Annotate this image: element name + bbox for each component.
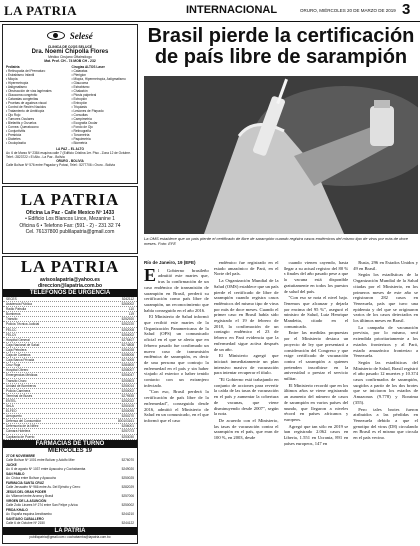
article-paragraph: Entre las medidas propuestas por el Ministerio destaca un proyecto de ley que presentará a consideración del Congreso y que exige certificado de vacunación contra el sarampión a quienes pretenden inscribirse en la universidad o prestar el servicio militar. (283, 330, 349, 382)
pharmacy-name: FRIDA KHALO (6, 507, 28, 512)
patria-building: • Edificio Los Blancos Lince, Mezanine 1 (25, 216, 115, 223)
service-item: • Ojo Rojo (6, 112, 21, 117)
section-title: INTERNACIONAL (186, 4, 278, 16)
article-paragraph: La Organización Mundial de la Salud (OMS) establece que un país pierde el certificado de libre de sarampión cuando registra casos endémicos del mismo tipo de virus por más de doce meses. Cuando el primer caso en Brasil había sido registrado el 19 de febrero de 2018, la confirmación de un contagio endémico el 23 de febrero en Pará evidencia que la enfermedad sigue activa después de un año. (213, 278, 279, 352)
phone-label: Caja Petrolera (6, 347, 27, 352)
phone-label: Caja Banca Privada (6, 358, 35, 363)
article-paragraph: Pero tales brotes fueron atribuidos a las pérdidas en Venezuela debido a que el genotipo del virus (D8) circulando en Brasil es el mismo que circula en el país vecino. (353, 406, 418, 441)
article-column-2 (214, 260, 279, 544)
article-paragraph: "Con eso se nota el nivel bajo. Tenemos que alcanzar y dejarla por encima del 95 %", aseguró el ministro de Salud, Luiz Henrique Mandetta, citado en el comunicado. (283, 295, 349, 329)
service-item: • Pruebas de agudeza visual (6, 100, 47, 105)
left-column (0, 24, 140, 546)
pharmacy-address: Av. Villarroel entre Aroma y Brasil (6, 493, 54, 498)
phone-number: 5242112 (121, 297, 134, 301)
service-item: • Ectropión (71, 96, 87, 101)
patria-office: Oficina La Paz - Calle Mexico Nº 1433 (25, 210, 115, 216)
phone-number: 5252008 (121, 327, 134, 332)
phone-number: 5250014 (121, 383, 134, 388)
main-article (144, 24, 418, 544)
service-item: • Miopía (6, 76, 18, 81)
photo-caption: La OMS establece que un país pierde el certificado de libre de sarampión cuando registra casos endémicos del mismo tipo de virus por más de doce meses. Foto: EFE (144, 236, 408, 246)
article-paragraph: "Con eso, Brasil perderá la certificación de país libre de la enfermedad", conseguida desde 2016, admitió el Ministerio de Salud en un comunicado, en el que informó que el caso (144, 389, 209, 423)
service-item: • Astigmatismo (6, 84, 27, 89)
pharmacy-entry (6, 499, 134, 507)
phone-number: 5275407 (121, 337, 134, 342)
article-column-4 (353, 260, 418, 544)
pharmacy-address-line (6, 494, 134, 498)
phone-number: 5252920 (121, 317, 134, 322)
pharmacy-phone: 5250002 (121, 502, 134, 507)
pharmacy-address-line (6, 458, 134, 462)
service-item: • Paquimetría (71, 136, 91, 141)
article-paragraph: De acuerdo con el Ministerio, las tasas de vacunación contra el sarampión en el país, que eran de 100 %, en 2003, desde (213, 417, 279, 441)
clinic-city-lapaz: LA PAZ – EL ALTO (56, 146, 84, 151)
pharmacy-name: JESUS DEL GRAN PODER (6, 489, 47, 494)
services-left-head: Pediatría (6, 64, 20, 69)
phone-number: 5256001 (121, 424, 134, 429)
service-item: • Hipermetropía (6, 80, 29, 85)
article-paragraph: Rusia, 296 en Estados Unidos y 49 en Brasil. (353, 260, 418, 271)
phone-number: 5252220 (121, 322, 134, 327)
pharmacy-bar: FARMACIAS DE TURNO (3, 440, 137, 448)
pharmacy-entry (6, 481, 134, 489)
clinic-subtitle: CLINICA DE OJOS SELUCÉ (47, 45, 93, 49)
pharmacy-name: SAN PABLO (6, 471, 25, 476)
directory-footer: publilapatria@gmail.com • cochabamba@lapatria.com.bo (29, 534, 111, 539)
doctor-name: Dra. Noemi Chipolla Flores (31, 49, 109, 56)
service-item: • Diabetes (6, 136, 21, 141)
phone-number: 5274005 (121, 358, 134, 363)
pharmacy-address-line (6, 476, 134, 480)
service-item: • Estrabismo (71, 84, 90, 89)
phone-label: ELFEO (6, 409, 17, 414)
pharmacy-name: VIRGEN DE LA ASUNCIÓN (6, 498, 47, 503)
pharmacy-address: Av. 6 de agosto Nº 1037 entre Ayacucho y Cochabamba (6, 466, 86, 471)
article-body (144, 260, 418, 544)
patria-ad-logo: LA PATRIA (20, 190, 120, 209)
pharmacy-address: Calle Bolívar Nº 1001 entre Bolívar y Adolfo Mier (6, 457, 75, 462)
phone-number: 110 (128, 307, 134, 312)
doctor-mat: Mat. Prof. CH - 74 MOB CH - 232 (44, 59, 96, 64)
doctor-title: Médico Cirujano Oftalmólogo (48, 55, 92, 60)
pharmacy-phone: 5244122 (121, 520, 134, 525)
service-item: • Cornea: Queratocono (6, 124, 39, 129)
pharmacy-day: MIÉRCOLES 19 (47, 447, 92, 454)
pharmacy-phone: 5244210 (121, 511, 134, 516)
directory-email-2: direccion@lapatria.com.bo (37, 283, 103, 289)
vaccine-photo-illustration (144, 76, 418, 234)
phone-number: 5274808 (121, 342, 134, 347)
pharmacy-entry (6, 508, 134, 516)
article-paragraph: El Ministerio recordó que en los últimos años se viene registrando un aumento del número de casos de sarampión en varios países del mundo, que llegaron a niveles récord en países africanos y europeos. (283, 382, 349, 422)
article-paragraph: Según las estadísticas del Ministerio de Salud, Brasil registró el año pasado 12 muertes y 10.374 casos confirmados de sarampión, surgidos a partir de los dos brotes que se iniciaron los estados de Amazonas (9.778) y Roraima (355). (353, 359, 418, 405)
service-item: • Glaucoma congénito (6, 92, 38, 97)
pharmacy-phone: 5249020 (121, 466, 134, 471)
pharmacy-phone: 5276070 (121, 457, 134, 462)
newspaper-logo: LA PATRIA (4, 3, 77, 18)
article-paragraph: "El Gobierno está trabajando en conjunto de acciones para revertir la caída de las tasas de vacunación en el país y aumentar la cobertura de vacunas, que viene disminuyendo desde 2007", según la nota. (213, 377, 279, 417)
pharmacy-address-line (6, 503, 134, 507)
service-item: • Ecografía Ocular (71, 120, 98, 125)
service-item: • Cataratas (71, 68, 88, 73)
directory-footer-logo: LA PATRIA (3, 527, 137, 535)
service-item: • Ptosis palpebral (71, 92, 97, 97)
phone-number: 5252022 (121, 398, 134, 403)
phone-label: Emergencias Médicas (6, 373, 38, 378)
clinic-city-oruro: ORURO - BOLIVIA (56, 158, 84, 163)
service-item: • Chalazión (71, 88, 88, 93)
directory-logo: LA PATRIA (20, 257, 120, 276)
drop-cap: E (144, 264, 157, 285)
article-paragraph: La campaña de vacunación prevista, por lo mismo, será extendida prioritariamente a los estados fronterizos y al Pará, estado amazónico fronterizo a Venezuela. (353, 324, 418, 359)
service-item: • Tratamiento de Ambliopía (6, 108, 45, 113)
service-item: • Retinografía (71, 128, 91, 133)
phone-number: 5250503 (121, 378, 134, 383)
service-item: • Consultas (71, 112, 88, 117)
phone-label: Aeropuerto (6, 414, 22, 419)
directory (2, 256, 138, 544)
phone-label: Unidad de Bomberos (6, 383, 36, 388)
pharmacy-address: Av. España esquina Arecibambo (6, 511, 52, 516)
header-dateline: ORURO, MIÉRCOLES 20 DE MARZO DE 2019 (300, 8, 396, 13)
pharmacy-address: Calle 6 de Octubre Nº 2150 (6, 520, 45, 525)
phone-label: Cruz Roja (6, 363, 21, 368)
article-paragraph: El Ministerio de Salud informó que recibió este martes de la Organización Panamericana de la Salud (OPS) un comunicado oficial en el que se alerta que en febrero pasado fue confirmado un nuevo caso de transmisión endémica de sarampión, es decir de una persona que contrajo la enfermedad en el país y sin haber viajado al exterior o haber tenido contacto con un extranjero infectado. (144, 314, 209, 388)
service-item: • Cataratas congénitas (6, 96, 39, 101)
pharmacy-name: 27 DE NOVIEMBRE (6, 453, 36, 458)
service-item: • Pterigion (71, 72, 87, 77)
article-photo (144, 76, 418, 234)
pharmacy-address: Calle Zoilo Linares Nº 274 entre San Felipe y Arica (6, 502, 78, 507)
patria-cel: Cel. 76137800 publilapatria@gmail.com (25, 229, 115, 236)
article-paragraph: l Gobierno brasileño admitió este martes que, tras la confirmación de un caso endémico de transmisión de sarampión en Brasil, perderá su certificación como país libre de sarampión, un reconocimiento que había conseguido en el año 2016. (144, 267, 209, 313)
phone-label: Transito Oruro (6, 378, 27, 383)
pharmacy-entry (6, 490, 134, 498)
service-item: • Triquiasis (71, 104, 87, 109)
phone-label: Defensa del Consumidor (6, 419, 42, 424)
phone-number: 5255007 (121, 368, 134, 373)
article-paragraph: endémico fue registrado en el estado amazónico de Pará, en el Norte del país. (213, 260, 279, 277)
article-paragraph: cuando vienen cayendo, hasta llegar a su actual registro del 80 % a finales del año pasado pese a que la vacuna está disponible gratuitamente en todos los puestos de salud del país. (283, 260, 349, 294)
directory-email-1: avisoslapatria@yahoo.es (40, 277, 100, 283)
phone-number: 5255006 (121, 353, 134, 358)
article-paragraph: El Ministerio agregó que iniciará inmediatamente un plan intensivo masivo de vacunación para intentar recuperar el título. (213, 353, 279, 376)
services-right (72, 65, 135, 145)
pharmacy-address-line (6, 467, 134, 471)
clinic-ad (2, 24, 138, 184)
phone-label: Asistencia Pública (6, 302, 32, 307)
phone-label: FELCV (6, 332, 17, 337)
phone-number: 5254002 (121, 332, 134, 337)
patria-office-ad (2, 186, 138, 254)
phone-number: 5257073 (121, 429, 134, 434)
page-header (0, 0, 420, 22)
pharmacy-phone: 5250025 (121, 475, 134, 480)
article-column-1 (144, 260, 209, 544)
service-item: • Obstrucción de vías lagrimales (6, 88, 52, 93)
phone-label: Cámara Hotelera (6, 429, 31, 434)
eye-logo-icon (47, 31, 65, 40)
pharmacy-entry (6, 463, 134, 471)
article-headline: Brasil pierde la certificación de país libre de sarampión (147, 25, 415, 68)
phone-label: Caja Nacional de Salud (6, 342, 40, 347)
phone-label: Radio Patrulla (6, 307, 27, 312)
service-item: • Miopía, Hipermetropía, Astigmatismo (71, 76, 126, 81)
services-right-head: Cirugías ALTOS Laser (71, 64, 105, 69)
pharmacy-address-line (6, 521, 134, 525)
phone-label: Policía Técnica Judicial (6, 322, 40, 327)
service-item: • Fondo de Ojo (71, 124, 93, 129)
phone-number: 5279535 (121, 393, 134, 398)
page-number: 3 (402, 1, 411, 18)
phone-label: Policía Caminera (6, 388, 31, 393)
phone-label: Defensoría de la Niñez (6, 424, 39, 429)
pharmacy-phone: 5282029 (121, 484, 134, 489)
phone-number: 800103161 (118, 419, 134, 424)
clinic-address-oruro: Calle Bolívar Nº 576 entre Pagador y Potosí, Telef.: 5277706 • Oruro - Bolivia (6, 162, 115, 167)
service-item: • Tonometría (71, 132, 90, 137)
service-item: • Campimetría (71, 116, 92, 121)
phone-label: Tránsito (6, 317, 18, 322)
pharmacy-name: FARMACIA SANTA CRUZ (6, 480, 44, 485)
phone-number: 5260002 (121, 302, 134, 307)
article-paragraph: Agregó que tan sólo en 2019 se han registrado 2.062 casos en Liberia, 1.551 en Ucrania, 891 en países europeos, 147 en (283, 423, 349, 446)
phone-number: 5254028 (121, 347, 134, 352)
service-item: • Oculoplastía (6, 140, 26, 145)
phone-label: Capitanía de Puerto (6, 434, 35, 439)
service-item: • Estrabismo Infantil (6, 72, 35, 77)
service-item: • Lesiones de Párpado (71, 108, 104, 113)
phone-label: Hospital General (6, 337, 30, 342)
pharmacy-address: Av. Cívica entre Bolívar y Ayacucho (6, 475, 57, 480)
article-column-3 (284, 260, 349, 544)
phone-label: Caja de Caminos (6, 353, 31, 358)
urgency-bar: TELÉFONOS DE URGENCIA (3, 289, 137, 297)
service-item: • Retinopatía del Prematuro (6, 68, 46, 73)
phone-number: 5253030 (121, 434, 134, 439)
phone-label: Bomberos (6, 312, 21, 317)
article-dateline: Río de Janeiro, 19 (EFE) (144, 260, 196, 265)
phone-number: 5250002 (121, 388, 134, 393)
patria-phone: Oficina 6 • Telefono Fax: (591 - 2) - 231 32 74 (19, 222, 121, 229)
phone-label: SECES (6, 297, 17, 301)
phone-number: 5254047 (121, 373, 134, 378)
pharmacy-phone: 5257006 (121, 493, 134, 498)
pharmacy-address-line (6, 512, 134, 516)
service-item: • Blefaritis y Orzuelos (6, 120, 37, 125)
service-item: • Conjuntivitis (6, 128, 26, 133)
pharmacy-address: Calle Jerusalén Nº 966 entre Av. Del Ejército y Cerro (6, 484, 81, 489)
phone-number: 5284500 (121, 363, 134, 368)
service-item: • Control de Recién Nacidos (6, 104, 46, 109)
clinic-address-lapaz: Av. 6 de Marzo Nº 2384 esquina calle 7 (Edificio Cristina 1er. Piso - Zona 12 de Octubre. Telef.: 2823722 • El Alto - La Paz - Bolivia (6, 150, 131, 159)
phone-label: Terminal de Buses (6, 393, 33, 398)
article-paragraph: Según los estadísticas de la Organización Mundial de la Salud citadas por el Ministerio, en los primeros meses de este año se registraron 282 casos en Venezuela, país que tuvo una epidemia y del que se originaron varios de los casos detectados en los últimos meses en Brasil. (353, 272, 418, 324)
service-item: • Tumores Oculares (6, 116, 35, 121)
services-left (6, 65, 69, 145)
pharmacy-entry (6, 472, 134, 480)
pharmacy-entry (6, 517, 134, 525)
phone-number: 119 (128, 312, 134, 317)
phone-number: 5250095 (121, 409, 134, 414)
pharmacy-address-line (6, 485, 134, 489)
pharmacy-entry (6, 454, 134, 462)
service-item: • Biometría (71, 140, 88, 145)
phone-number: 5250105 (121, 403, 134, 408)
phone-number: 5250270 (121, 414, 134, 419)
pharmacy-name: SANTIAGO CABALLERO (6, 516, 44, 521)
service-item: • Presbicia (6, 132, 22, 137)
phone-label: SeLA (6, 403, 14, 408)
service-item: • Entropión (71, 100, 88, 105)
service-item: • Glaucoma (71, 80, 89, 85)
clinic-brand: Selesé (69, 30, 93, 41)
pharmacy-name: JACKE (6, 462, 17, 467)
phone-label: ENTEL (6, 398, 17, 403)
phone-label: FELCC (6, 327, 17, 332)
phone-label: Hospital Obrero (6, 368, 29, 373)
